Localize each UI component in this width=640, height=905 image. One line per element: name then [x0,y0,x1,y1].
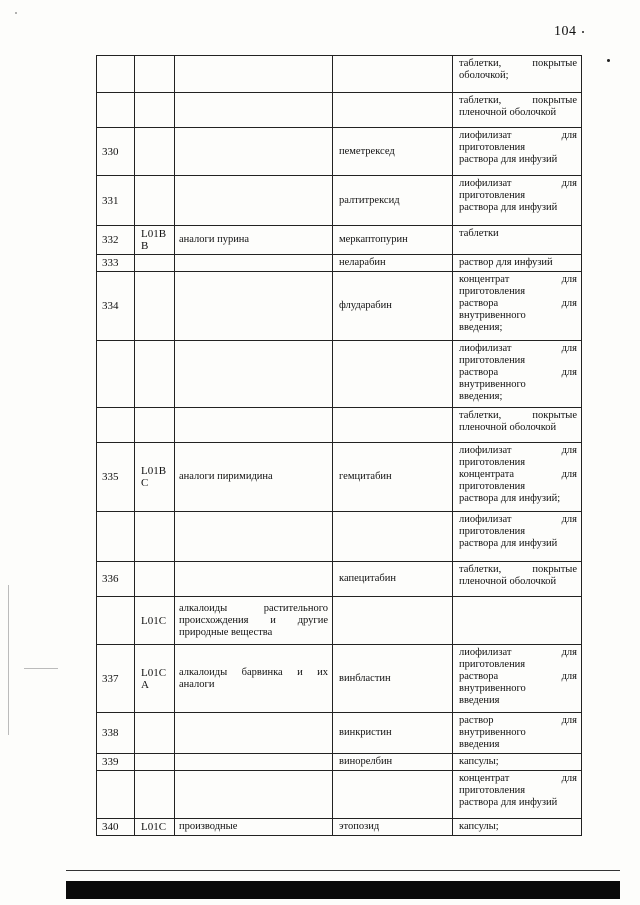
drug-name [333,56,453,93]
dosage-form-line: приготовления [459,190,526,201]
dosage-form-line: раствора для [459,671,577,682]
dosage-form-line: внутривенного [459,379,526,390]
dosage-form-line: пленочной оболочкой [459,422,557,433]
pharmacological-group: аналоги пурина [175,226,333,255]
pharmacological-group [175,176,333,226]
row-number [97,56,135,93]
table-row [97,754,582,771]
drug-name [333,771,453,819]
scan-mark [8,585,9,735]
drug-name: гемцитабин [333,443,453,512]
dosage-form-line: внутривенного [459,683,526,694]
atc-code [135,771,175,819]
dosage-form-line: приготовления [459,457,526,468]
drug-table-body [97,56,582,836]
scan-speck [607,59,610,62]
atc-code: L01C [135,597,175,645]
row-number: 332 [97,226,135,255]
table-row [97,56,582,93]
row-number [97,408,135,443]
atc-code [135,255,175,272]
pharmacological-group: производные [175,819,333,836]
dosage-form-line: раствора для инфузий [459,154,558,165]
dosage-form-line: пленочной оболочкой [459,107,557,118]
pharmacological-group [175,93,333,128]
dosage-form-line: таблетки [459,228,499,239]
dosage-forms [453,443,582,512]
table-row [97,597,582,645]
dosage-form-line: таблетки, покрытые [459,58,577,69]
atc-code: L01B C [135,443,175,512]
row-number: 339 [97,754,135,771]
dosage-form-line: введения [459,739,500,750]
dosage-form-line: лиофилизат для [459,343,577,354]
drug-name: ралтитрексид [333,176,453,226]
dosage-forms [453,771,582,819]
atc-code [135,512,175,562]
dosage-form-line: раствор для [459,715,577,726]
dosage-form-line: пленочной оболочкой [459,576,557,587]
dosage-form-line: оболочкой; [459,70,509,81]
row-number [97,597,135,645]
drug-name: флударабин [333,272,453,341]
atc-code: L01C A [135,645,175,713]
dosage-forms [453,341,582,408]
table-row [97,341,582,408]
drug-name [333,408,453,443]
dosage-form-line: приготовления [459,526,526,537]
row-number [97,771,135,819]
drug-name: пеметрексед [333,128,453,176]
dosage-form-line: лиофилизат для [459,178,577,189]
dosage-form-line: введения [459,695,500,706]
dosage-form-line: таблетки, покрытые [459,410,577,421]
dosage-forms [453,93,582,128]
drug-name: меркаптопурин [333,226,453,255]
scan-speck [15,12,17,14]
table-row [97,819,582,836]
footer-rule [66,870,620,871]
dosage-form-line: раствора для инфузий [459,538,558,549]
atc-code [135,754,175,771]
table-row [97,176,582,226]
dosage-form-line: лиофилизат для [459,647,577,658]
dosage-form-line: концентрат для [459,274,577,285]
dosage-form-line: приготовления [459,355,526,366]
row-number: 330 [97,128,135,176]
dosage-form-line: введения; [459,391,503,402]
dosage-form-line: таблетки, покрытые [459,564,577,575]
drug-name: капецитабин [333,562,453,597]
table-row [97,255,582,272]
dosage-forms [453,819,582,836]
row-number: 335 [97,443,135,512]
dosage-form-line: раствора для инфузий [459,202,558,213]
dosage-forms [453,226,582,255]
dosage-form-line: лиофилизат для [459,130,577,141]
atc-code [135,408,175,443]
dosage-form-line: внутривенного [459,727,526,738]
dosage-form-line: таблетки, покрытые [459,95,577,106]
pharmacological-group: алкалоиды растительного происхождения и другие природные вещества [175,597,333,645]
table-row [97,272,582,341]
row-number [97,341,135,408]
dosage-form-line: внутривенного [459,310,526,321]
dosage-forms [453,128,582,176]
pharmacological-group: аналоги пиримидина [175,443,333,512]
pharmacological-group [175,341,333,408]
dosage-forms [453,408,582,443]
dosage-forms [453,562,582,597]
drug-name [333,341,453,408]
pharmacological-group: алкалоиды барвинка и их аналоги [175,645,333,713]
atc-code [135,562,175,597]
dosage-form-line: приготовления [459,785,526,796]
dosage-forms [453,255,582,272]
dosage-form-line: раствора для инфузий [459,797,558,808]
atc-code [135,176,175,226]
table-row [97,512,582,562]
table-row [97,226,582,255]
dosage-form-line: приготовления [459,481,526,492]
pharmacological-group [175,512,333,562]
table-row [97,713,582,754]
footer-bar [66,881,620,899]
dosage-form-line: раствора для [459,298,577,309]
drug-name [333,93,453,128]
dosage-form-line: лиофилизат для [459,445,577,456]
dosage-forms [453,754,582,771]
row-number: 337 [97,645,135,713]
pharmacological-group [175,56,333,93]
dosage-forms [453,176,582,226]
row-number [97,512,135,562]
dosage-forms [453,713,582,754]
drug-name: этопозид [333,819,453,836]
row-number: 334 [97,272,135,341]
page-number: 104 [554,24,577,39]
pharmacological-group [175,562,333,597]
pharmacological-group [175,128,333,176]
dosage-form-line: концентрата для [459,469,577,480]
dosage-form-line: введения; [459,322,503,333]
dosage-form-line: раствора для [459,367,577,378]
table-row [97,93,582,128]
row-number: 338 [97,713,135,754]
drug-name: винбластин [333,645,453,713]
dosage-form-line: лиофилизат для [459,514,577,525]
dosage-form-line: приготовления [459,142,526,153]
pharmacological-group [175,408,333,443]
dosage-form-line: капсулы; [459,821,499,832]
dosage-form-line: раствора для инфузий; [459,493,561,504]
row-number: 336 [97,562,135,597]
dosage-form-line: капсулы; [459,756,499,767]
scan-speck [582,31,584,33]
atc-code [135,128,175,176]
table-row [97,408,582,443]
table-row [97,645,582,713]
row-number: 331 [97,176,135,226]
atc-code [135,56,175,93]
dosage-form-line: концентрат для [459,773,577,784]
dosage-form-line: раствор для инфузий [459,257,553,268]
row-number: 333 [97,255,135,272]
dosage-forms [453,272,582,341]
row-number: 340 [97,819,135,836]
drug-table [96,55,582,836]
pharmacological-group [175,754,333,771]
atc-code: L01B B [135,226,175,255]
drug-name: винкристин [333,713,453,754]
atc-code [135,272,175,341]
table-row [97,128,582,176]
table-row [97,443,582,512]
row-number [97,93,135,128]
dosage-forms [453,645,582,713]
drug-name: винорелбин [333,754,453,771]
pharmacological-group [175,713,333,754]
atc-code [135,713,175,754]
table-row [97,771,582,819]
scan-mark [24,668,58,669]
atc-code: L01C [135,819,175,836]
pharmacological-group [175,771,333,819]
drug-name [333,597,453,645]
pharmacological-group [175,255,333,272]
pharmacological-group [175,272,333,341]
dosage-form-line: приготовления [459,286,526,297]
dosage-forms [453,597,582,645]
atc-code [135,93,175,128]
dosage-forms [453,512,582,562]
dosage-forms [453,56,582,93]
drug-name [333,512,453,562]
table-row [97,562,582,597]
atc-code [135,341,175,408]
dosage-form-line: приготовления [459,659,526,670]
drug-name: неларабин [333,255,453,272]
